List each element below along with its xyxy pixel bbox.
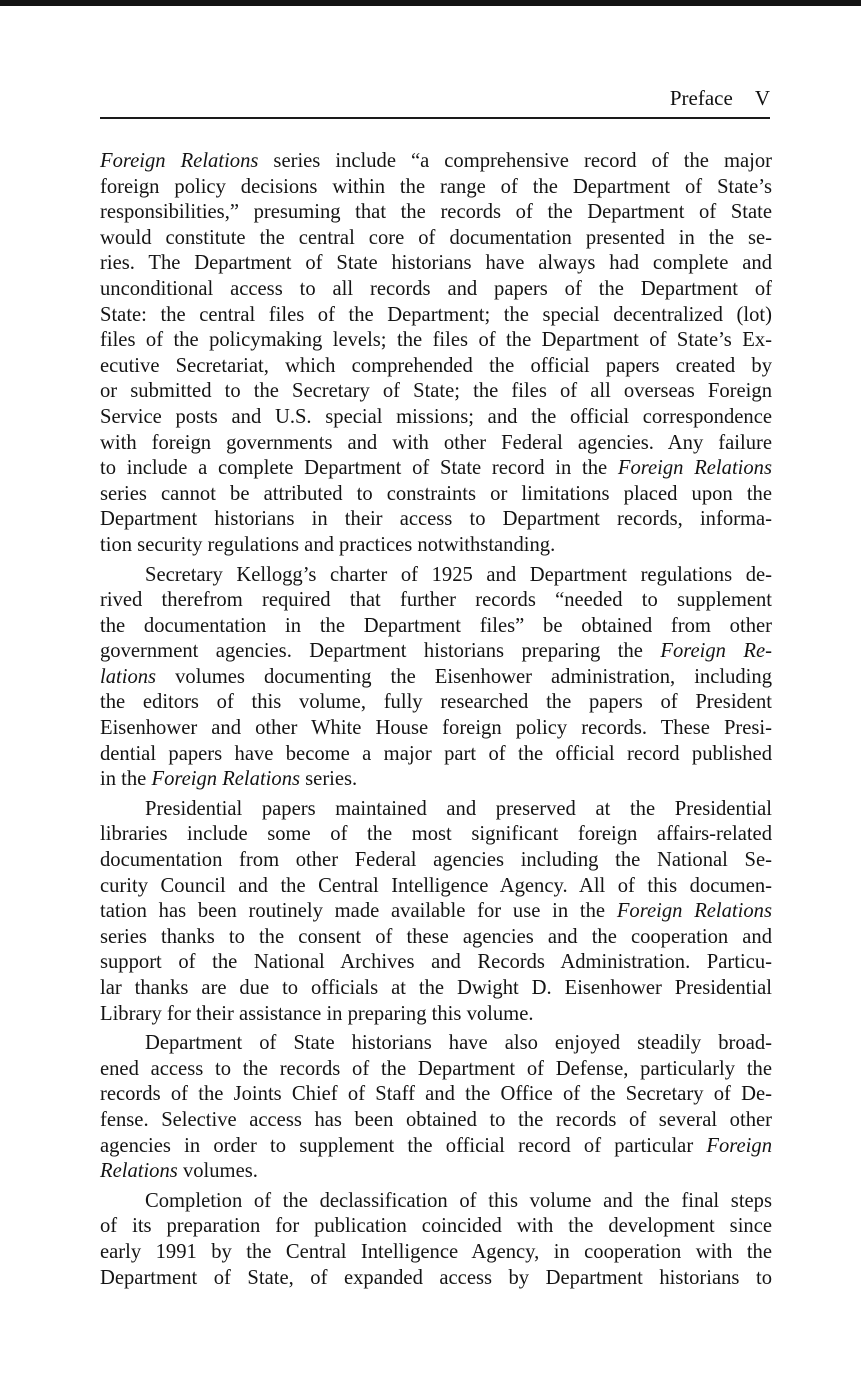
text-line: fense. Selective access has been obtained to the records of several other [100, 1108, 772, 1131]
text-line: the editors of this volume, fully researched the papers of President [100, 691, 772, 714]
text-line: State: the central files of the Department; the special decentralized (lot) [100, 303, 772, 326]
text-line: the documentation in the Department files” be obtained from other [100, 614, 772, 637]
italic-title: Foreign [706, 1134, 772, 1157]
text-line: tion security regulations and practices notwithstanding. [100, 533, 556, 556]
text-line: would constitute the central core of documentation presented in the se- [100, 226, 772, 249]
text-line: government agencies. Department historians preparing the Foreign Re- [100, 640, 772, 663]
text-line: Relations volumes. [100, 1160, 258, 1183]
text-line: unconditional access to all records and papers of the Department of [100, 277, 772, 300]
scan-top-edge [0, 0, 861, 6]
text-line: Presidential papers maintained and preserved at the Presidential [145, 797, 772, 820]
text-line: Library for their assistance in preparing this volume. [100, 1002, 534, 1025]
text-line: libraries include some of the most significant foreign affairs-related [100, 823, 772, 846]
page-number: V [754, 86, 770, 110]
text-line: records of the Joints Chief of Staff and the Office of the Secretary of De- [100, 1083, 772, 1106]
text-line: series thanks to the consent of these agencies and the cooperation and [100, 925, 772, 948]
text-line: ries. The Department of State historians have always had complete and [100, 252, 772, 275]
paragraph [100, 797, 772, 1027]
italic-title: Foreign Relations [616, 900, 772, 923]
text-line: early 1991 by the Central Intelligence Agency, in cooperation with the [100, 1240, 772, 1263]
text-line: documentation from other Federal agencies including the National Se- [100, 849, 772, 872]
body-text [100, 149, 772, 1291]
italic-title: Foreign Re- [660, 640, 772, 663]
text-line: with foreign governments and with other Federal agencies. Any failure [100, 431, 772, 454]
text-line: Department of State historians have also enjoyed steadily broad- [145, 1032, 772, 1055]
text-line: lations volumes documenting the Eisenhower administration, including [100, 665, 772, 688]
italic-title: lations [100, 665, 157, 688]
italic-title: Relations [100, 1160, 178, 1183]
text-line: in the Foreign Relations series. [100, 768, 358, 791]
text-line: to include a complete Department of State record in the Foreign Relations [100, 457, 772, 480]
text-line: ened access to the records of the Department of Defense, particularly the [100, 1057, 772, 1080]
text-line: curity Council and the Central Intelligence Agency. All of this documen- [100, 874, 772, 897]
text-line: support of the National Archives and Records Administration. Particu- [100, 951, 772, 974]
text-line: Eisenhower and other White House foreign policy records. These Presi- [100, 717, 772, 740]
text-line: ecutive Secretariat, which comprehended the official papers created by [100, 354, 772, 377]
text-line: Department of State, of expanded access by Department historians to [100, 1266, 772, 1289]
paragraph [100, 563, 772, 793]
text-line: lar thanks are due to officials at the Dwight D. Eisenhower Presidential [100, 977, 772, 999]
text-line: rived therefrom required that further records “needed to supplement [100, 589, 772, 612]
italic-title: Foreign Relations [100, 150, 259, 172]
running-head [100, 84, 770, 114]
text-line: or submitted to the Secretary of State; the files of all overseas Foreign [100, 380, 772, 403]
text-line: tation has been routinely made available for use in the Foreign Relations [100, 900, 772, 923]
text-line: series cannot be attributed to constraints or limitations placed upon the [100, 482, 772, 505]
italic-title: Foreign Relations [151, 768, 301, 791]
text-line: responsibilities,” presuming that the records of the Department of State [100, 201, 772, 224]
text-line: Completion of the declassification of this volume and the final steps [145, 1189, 772, 1212]
text-line: Foreign Relations series include “a comprehensive record of the major [100, 150, 772, 172]
header-rule [100, 117, 770, 119]
paragraph [100, 1031, 772, 1185]
text-line: agencies in order to supplement the official record of particular Foreign [100, 1134, 772, 1157]
text-line: Secretary Kellogg’s charter of 1925 and Department regulations de- [145, 563, 772, 586]
italic-title: Foreign Relations [617, 457, 772, 480]
text-line: files of the policymaking levels; the files of the Department of State’s Ex- [100, 329, 772, 352]
text-line: of its preparation for publication coincided with the development since [100, 1215, 772, 1238]
paragraph [100, 1189, 772, 1291]
text-line: foreign policy decisions within the range of the Department of State’s [100, 175, 772, 198]
paragraph [100, 149, 772, 559]
text-line: Service posts and U.S. special missions; and the official correspondence [100, 405, 772, 428]
section-title: Preface [669, 86, 733, 110]
text-line: Department historians in their access to Department records, informa- [100, 508, 772, 531]
text-line: dential papers have become a major part of the official record published [100, 742, 772, 765]
